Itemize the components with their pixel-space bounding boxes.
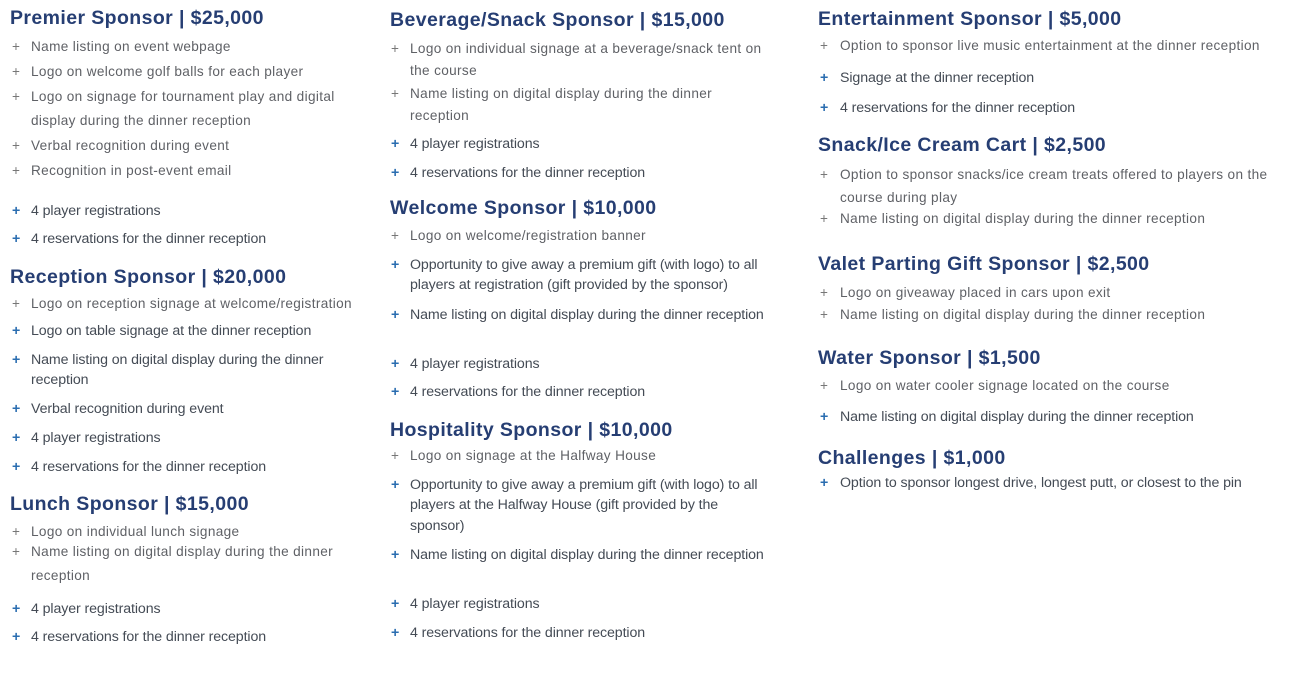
plus-bullet-icon: + [820,284,829,300]
benefit-text: 4 player registrations [410,355,540,372]
plus-bullet-icon: + [391,355,400,372]
benefit-text: 4 player registrations [410,595,540,612]
benefit-text: 4 reservations for the dinner reception [31,230,267,247]
benefit-text: 4 reservations for the dinner reception [410,624,646,641]
benefit-text: Name listing on digital display during the dinner reception [31,351,324,389]
plus-bullet-icon: + [820,474,829,491]
benefit-text: 4 player registrations [31,600,161,617]
benefit-text: Logo on signage at the Halfway House [410,448,657,463]
plus-bullet-icon: + [12,230,21,247]
plus-bullet-icon: + [820,408,829,425]
benefit-item [391,382,766,403]
benefit-text: Logo on water cooler signage located on the course [840,377,1170,393]
benefit-item [391,305,766,326]
benefit-item [820,163,1298,209]
benefit-item [12,159,353,184]
plus-bullet-icon: + [391,135,400,152]
plus-bullet-icon: + [391,86,400,101]
heading-water-sponsor: Water Sponsor | $1,500 [818,347,1041,369]
benefit-text: Logo on signage for tournament play and digital display during the dinner reception [31,88,335,129]
benefit-text: Option to sponsor longest drive, longest putt, or closest to the pin [840,474,1242,491]
benefit-item [391,445,766,467]
benefit-item [820,98,1298,119]
benefit-item [391,83,766,127]
benefit-text: 4 player registrations [31,202,161,219]
benefit-item [820,68,1298,89]
benefit-text: 4 reservations for the dinner reception [840,99,1076,116]
benefit-item [12,399,353,420]
heading-beverage-snack-sponsor: Beverage/Snack Sponsor | $15,000 [390,9,725,31]
plus-bullet-icon: + [12,400,21,417]
benefit-item [12,60,353,85]
benefit-text: 4 reservations for the dinner reception [410,164,646,181]
benefit-text: Opportunity to give away a premium gift (with logo) to all players at registration (gift provided by the sponsor) [410,256,758,294]
benefit-text: 4 reservations for the dinner reception [31,458,267,475]
benefit-item [12,627,353,648]
benefit-item [391,623,766,644]
benefit-item [12,292,353,317]
plus-bullet-icon: + [12,523,21,539]
plus-bullet-icon: + [12,63,21,79]
benefit-item [12,540,353,589]
benefit-text: Logo on table signage at the dinner reception [31,322,312,339]
benefit-item [12,599,353,620]
plus-bullet-icon: + [12,429,21,446]
plus-bullet-icon: + [12,137,21,153]
plus-bullet-icon: + [12,458,21,475]
benefit-item [820,281,1298,304]
plus-bullet-icon: + [12,628,21,645]
plus-bullet-icon: + [12,38,21,54]
benefit-text: 4 reservations for the dinner reception [31,628,267,645]
plus-bullet-icon: + [12,202,21,219]
plus-bullet-icon: + [391,164,400,181]
benefit-text: Recognition in post-event email [31,162,232,178]
plus-bullet-icon: + [12,295,21,311]
benefit-item [820,303,1298,326]
plus-bullet-icon: + [12,600,21,617]
benefit-item [12,350,353,391]
benefit-text: Option to sponsor snacks/ice cream treats offered to players on the course during play [840,166,1268,205]
plus-bullet-icon: + [391,595,400,612]
benefit-item [391,475,766,537]
benefit-item [391,255,766,296]
heading-lunch-sponsor: Lunch Sponsor | $15,000 [10,493,249,515]
benefit-text: 4 player registrations [31,429,161,446]
plus-bullet-icon: + [391,624,400,641]
benefit-item [391,163,766,184]
benefit-item [391,354,766,375]
heading-snack-ice-cream-cart: Snack/Ice Cream Cart | $2,500 [818,134,1107,156]
benefit-text: Verbal recognition during event [31,400,224,417]
heading-challenges: Challenges | $1,000 [818,447,1006,469]
benefit-text: Verbal recognition during event [31,137,230,153]
benefit-text: Name listing on digital display during the dinner reception [410,546,764,563]
benefit-item [12,457,353,478]
benefit-text: Option to sponsor live music entertainment at the dinner reception [840,37,1260,53]
heading-entertainment-sponsor: Entertainment Sponsor | $5,000 [818,8,1122,30]
plus-bullet-icon: + [391,476,400,493]
benefit-item [12,321,353,342]
plus-bullet-icon: + [12,162,21,178]
benefit-item [12,428,353,449]
plus-bullet-icon: + [391,306,400,323]
plus-bullet-icon: + [820,69,829,86]
plus-bullet-icon: + [820,306,829,322]
benefit-item [820,374,1298,397]
plus-bullet-icon: + [12,351,21,368]
benefit-item [12,134,353,159]
heading-welcome-sponsor: Welcome Sponsor | $10,000 [390,197,657,219]
plus-bullet-icon: + [820,99,829,116]
benefit-item [12,85,353,134]
benefit-item [391,38,766,82]
benefit-text: Opportunity to give away a premium gift (with logo) to all players at the Halfway House (gift provided by the sponsor) [410,476,758,534]
benefit-text: Logo on welcome golf balls for each player [31,63,304,79]
heading-valet-parting-gift-sponsor: Valet Parting Gift Sponsor | $2,500 [818,253,1150,275]
benefit-item [391,225,766,247]
benefit-item [12,201,353,222]
benefit-text: Name listing on digital display during the dinner reception [840,210,1206,226]
heading-reception-sponsor: Reception Sponsor | $20,000 [10,266,287,288]
plus-bullet-icon: + [820,37,829,53]
plus-bullet-icon: + [12,88,21,104]
benefit-item [391,134,766,155]
benefit-item [12,35,353,60]
benefit-item [820,207,1298,230]
plus-bullet-icon: + [391,448,400,463]
benefit-item [820,34,1298,57]
benefit-text: 4 player registrations [410,135,540,152]
plus-bullet-icon: + [391,546,400,563]
benefit-item [391,545,766,566]
benefit-text: Logo on individual signage at a beverage/snack tent on the course [410,41,762,78]
benefit-text: Logo on welcome/registration banner [410,228,646,243]
benefit-text: Name listing on digital display during the dinner reception [410,306,764,323]
plus-bullet-icon: + [391,383,400,400]
plus-bullet-icon: + [391,228,400,243]
plus-bullet-icon: + [12,322,21,339]
heading-hospitality-sponsor: Hospitality Sponsor | $10,000 [390,419,673,441]
benefit-item [391,594,766,615]
benefit-text: Logo on reception signage at welcome/registration [31,295,352,311]
plus-bullet-icon: + [820,377,829,393]
benefit-text: Logo on individual lunch signage [31,523,240,539]
plus-bullet-icon: + [391,41,400,56]
plus-bullet-icon: + [820,166,829,182]
benefit-text: Name listing on digital display during the dinner reception [840,408,1194,425]
benefit-text: Logo on giveaway placed in cars upon exit [840,284,1111,300]
benefit-text: Name listing on digital display during the dinner reception [410,86,713,123]
benefit-item [820,473,1298,494]
heading-premier-sponsor: Premier Sponsor | $25,000 [10,7,264,29]
plus-bullet-icon: + [820,210,829,226]
plus-bullet-icon: + [12,543,21,559]
benefit-text: Signage at the dinner reception [840,69,1035,86]
plus-bullet-icon: + [391,256,400,273]
benefit-text: 4 reservations for the dinner reception [410,383,646,400]
benefit-text: Name listing on digital display during the dinner reception [840,306,1206,322]
benefit-text: Name listing on digital display during the dinner reception [31,543,334,584]
benefit-item [820,407,1298,428]
benefit-item [12,229,353,250]
benefit-text: Name listing on event webpage [31,38,231,54]
